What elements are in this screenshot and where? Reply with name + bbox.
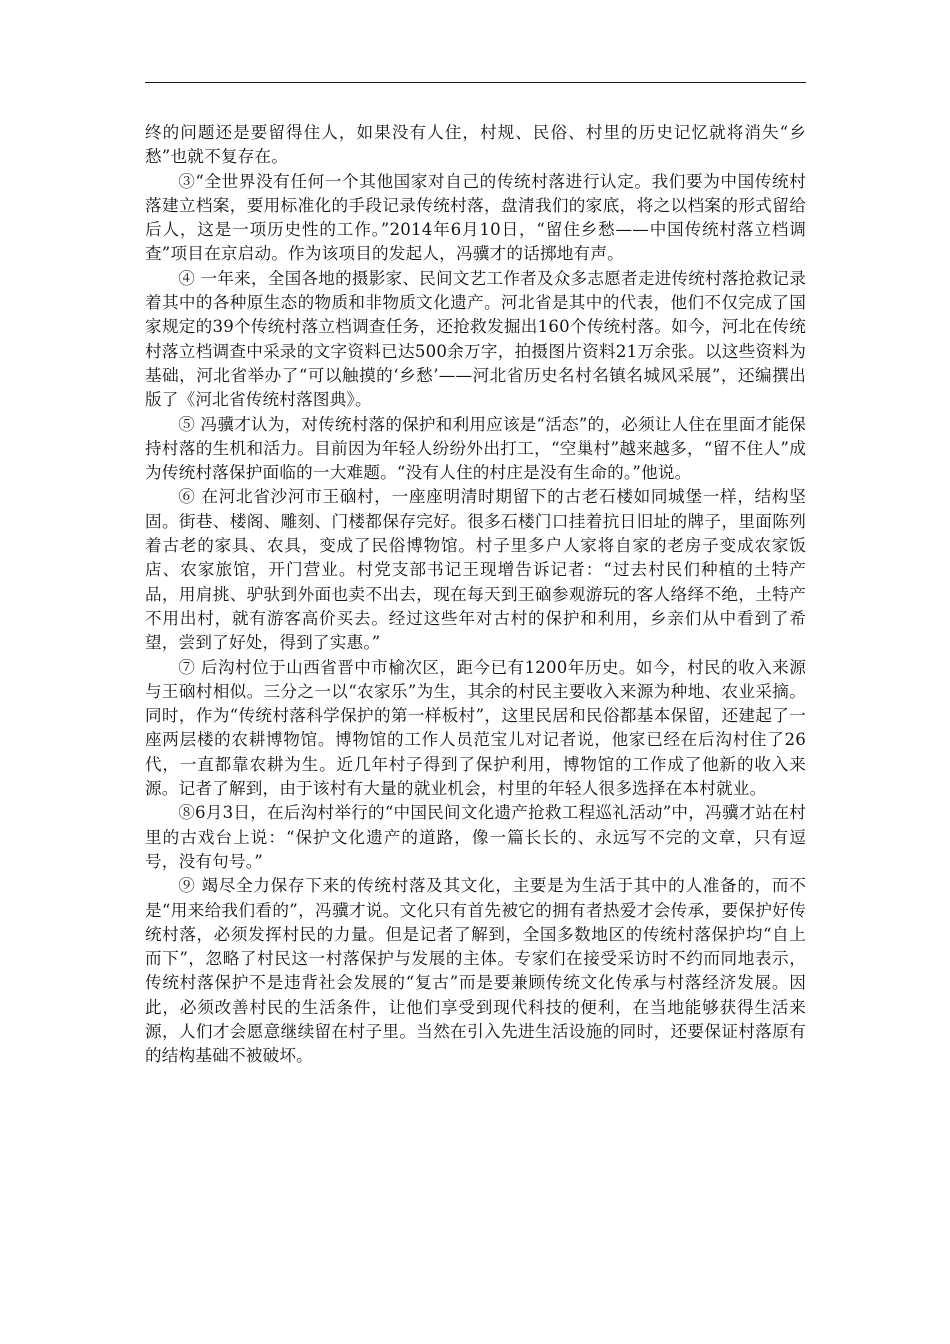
paragraph-8: ⑧6月3日，在后沟村举行的“中国民间文化遗产抢救工程巡礼活动”中，冯骥才站在村里的古戏台上说：“保护文化遗产的道路，像一篇长长的、永远写不完的文章，只有逗号，没有句号。”: [145, 803, 806, 871]
paragraph-5: ⑤ 冯骥才认为，对传统村落的保护和利用应该是“活态”的，必须让人住在里面才能保持村落的生机和活力。目前因为年轻人纷纷外出打工，“空巢村”越来越多，“留不住人”成为传统村落保护面临的一大难题。“没有人住的村庄是没有生命的。”他说。: [145, 414, 806, 483]
paragraph-9: ⑨ 竭尽全力保存下来的传统村落及其文化，主要是为生活于其中的人准备的，而不是“用来给我们看的”，冯骥才说。文化只有首先被它的拥有者热爱才会传承，要保护好传统村落，必须发挥村民的力量。但是记者了解到，全国多数地区的传统村落保护均“自上而下”，忽略了村民这一村落保护与发展的主体。专家们在接受采访时不约而同地表示，传统村落保护不是违背社会发展的“复古”而是要兼顾传统文化传承与村落经济发展。因此，必须改善村民的生活条件，让他们享受到现代科技的便利，在当地能够获得生活来源，人们才会愿意继续留在村子里。当然在引入先进生活设施的同时，还要保证村落原有的结构基础不被破坏。: [145, 876, 806, 1066]
paragraph-3: ③“全世界没有任何一个其他国家对自己的传统村落进行认定。我们要为中国传统村落建立档案，要用标准化的手段记录传统村落，盘清我们的家底，将之以档案的形式留给后人，这是一项历史性的工作。”2014年6月10日，“留住乡愁——中国传统村落立档调查”项目在京启动。作为该项目的发起人，冯骥才的话掷地有声。: [145, 171, 806, 264]
paragraph-6: ⑥ 在河北省沙河市王硇村，一座座明清时期留下的古老石楼如同城堡一样，结构坚固。街巷、楼阁、雕刻、门楼都保存完好。很多石楼门口挂着抗日旧址的牌子，里面陈列着古老的家具、农具，变成了民俗博物馆。村子里多户人家将自家的老房子变成农家饭店、农家旅馆，开门营业。村党支部书记王现增告诉记者：“过去村民们种植的土特产品，用肩挑、驴驮到外面也卖不出去，现在每天到王硇参观游玩的客人络绎不绝，土特产不用出村，就有游客高价买去。经过这些年对古村的保护和利用，乡亲们从中看到了希望，尝到了好处，得到了实惠。”: [145, 487, 806, 653]
paragraph-7: ⑦ 后沟村位于山西省晋中市榆次区，距今已有1200年历史。如今，村民的收入来源与王硇村相似。三分之一以“农家乐”为生，其余的村民主要收入来源为种地、农业采摘。同时，作为“传统村落科学保护的第一样板村”，这里民居和民俗都基本保留，还建起了一座两层楼的农耕博物馆。博物馆的工作人员范宝儿对记者说，他家已经在后沟村住了26代，一直都靠农耕为生。近几年村子得到了保护利用，博物馆的工作成了他新的收入来源。记者了解到，由于该村有大量的就业机会，村里的年轻人很多选择在本村就业。: [145, 657, 806, 799]
paragraph-continuation: 终的问题还是要留得住人，如果没有人住，村规、民俗、村里的历史记忆就将消失“乡愁”也就不复存在。: [145, 123, 806, 167]
paragraph-4: ④ 一年来，全国各地的摄影家、民间文艺工作者及众多志愿者走进传统村落抢救记录着其中的各种原生态的物质和非物质文化遗产。河北省是其中的代表，他们不仅完成了国家规定的39个传统村落立档调查任务，还抢救发掘出160个传统村落。如今，河北在传统村落立档调查中采录的文字资料已达500余万字，拍摄图片资料21万余张。以这些资料为基础，河北省举办了“可以触摸的‘乡愁’——河北省历史名村名镇名城风采展”，还编撰出版了《河北省传统村落图典》。: [145, 268, 806, 410]
article-body: [145, 121, 806, 1069]
header-rule: [145, 82, 806, 83]
